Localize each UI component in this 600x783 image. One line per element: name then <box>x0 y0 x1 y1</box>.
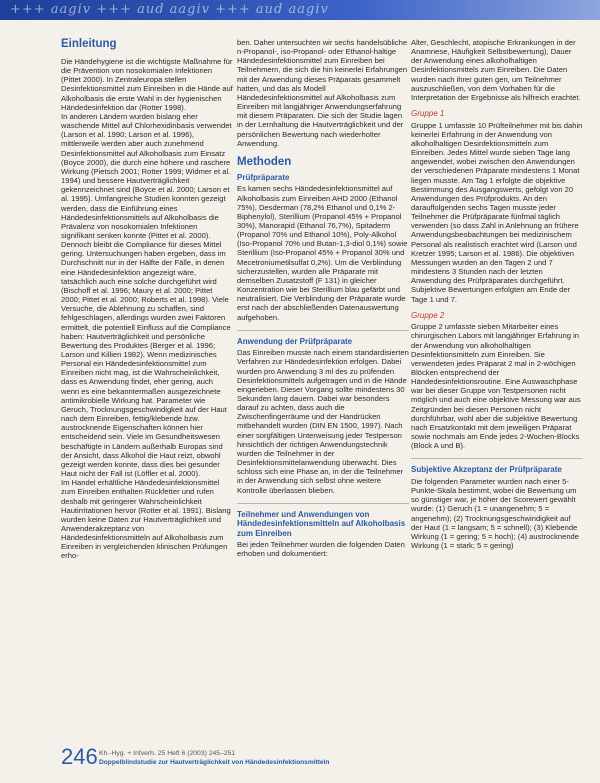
paragraph: Bei jeden Teilnehmer wurden die folgenden Daten erhoben und dokumentiert: <box>237 540 405 559</box>
subheading-gruppe-2: Gruppe 2 <box>411 310 445 320</box>
column-1 <box>61 38 233 561</box>
article-title: Doppelblindstudie zur Hautverträglichkeit von Händedesinfektionsmitteln <box>99 759 330 766</box>
subheading-subjektive-akzeptanz: Subjektive Akzeptanz der Prüfpräparate <box>411 465 562 475</box>
paragraph: Das Einreiben musste nach einem standardisierten Verfahren zur Händedesinfektion erfolgen. Dabei wurden pro Anwendung 3 ml des zu prüfenden Desinfektionsmittels aufgetragen und in die Hände eingerieben. Dieser Vorgang sollte mindestens 30 Sekunden lang dauern. Dabei war besonders darauf zu achten, dass auch die Zwischenfingerräume und der Handrücken mitbehandelt wurden (DIN EN 1500, 1997). Nach einer sorgfältigen Unterweisung jeder Testperson hinsichtlich der richtigen Anwendungstechnik wurden die Teilnehmer in der Desinfektionsmittelanwendung überwacht. Dies schloss sich eine Phase an, in der die Teilnehmer in der Anwendung sich selbst ohne weitere Kontrolle überlassen blieben. <box>237 348 409 495</box>
header-band <box>0 0 600 20</box>
paragraph: Gruppe 1 umfasste 10 Prüfteilnehmer mit bis dahin keinerlei Erfahrung in der Anwendung von alkoholhaltigen Desinfektionsmitteln zum Einreiben. Jedes Mittel wurde sieben Tage lang angewendet, wobei zwischen den Anwendungen der verschiedenen Präparate mindestens 1 Monat liegen musste. Am Tag 1 erfolgte die objektive Bestimmung des Ausgangswerts, gefolgt von 20 Anwendungen des Prüfprodukts. An den darauffolgenden sechs Tagen musste jeder Teilnehmer die Prüfpräparate fünfmal täglich verwenden (so dass Zahl in Anlehnung an frühere Anwendungsbeobachtungen bei medizinischem Personal als realistisch erachtet wird (Larson und Kretzer 1995; Larson et al. 1986). Die objektiven Messungen wurden an den Tagen 2 und 7 mindestens 3 Stunden nach der letzten Anwendung des Prüfpräparates durchgeführt. Subjektive Bewertungen erfolgten am Ende der Tage 1 und 7. <box>411 120 583 304</box>
journal-citation: Kh.-Hyg. + Infverh. 25 Heft 6 (2003) 245–251 <box>99 750 236 757</box>
paragraph: Die Händehygiene ist die wichtigste Maßnahme für die Prävention von nosokomialen Infektionen (Pittet 2000). In Zentraleuropa stellen Desinfektionsmittel zum Einreiben in die Hände auf Alkoholbasis die erste Wahl in der hygienischen Händedesinfektion dar (Rotter 1998). <box>61 57 233 112</box>
divider <box>411 458 583 459</box>
paragraph: Im Handel erhältliche Händedesinfektionsmittel zum Einreiben enthalten Rückfetter und rufen deshalb mit geringerer Wahrscheinlichkeit Hautirritationen hervor (Rotter et al. 1991). Bislang wurden keine Daten zur Hautverträglichkeit und Anwenderakzeptanz von Händedesinfektionsmitteln auf Alkoholbasis zum Einreiben in vergleichenden klinischen Prüfungen erho- <box>61 478 231 561</box>
column-3 <box>411 38 583 550</box>
paragraph: Alter, Geschlecht, atopische Erkrankungen in der Anamnese, Häufigkeit Selbstbewertung), Dauer der Anwendung eines alkoholhaltigen Desinfektionsmittels zum Einreiben. Die Daten wurden nach ihrer guten gen, um Teilnehmer auszuschließen, von dem Vorhaben für die Interpretation der Ergebnisse als hilfreich erachtet. <box>411 38 581 102</box>
header-band-text: +++ aagiv +++ aud aagiv +++ aud aagiv <box>10 2 329 17</box>
subheading-anwendung: Anwendung der Prüfpräparate <box>237 336 353 346</box>
subheading-pruefpraeparate: Prüfpräparate <box>237 172 290 182</box>
page-footer <box>61 744 581 778</box>
subheading-gruppe-1: Gruppe 1 <box>411 109 445 119</box>
paragraph: In anderen Ländern wurden bislang eher waschende Mittel auf Chlorhexidinbasis verwendet (Larson et al. 1990; Larson et al. 1996), mittlerweile werden aber auch zunehmend Desinfektionsmittel auf Alkoholbasis zum Einsatz (Boyce 2000), die durch eine höhere und raschere Wirkung (Pietsch 2001; Rotter 1999; Widmer et al. 1994) und bessere Hautverträglichkeit gekennzeichnet sind (Boyce et al. 2000; Larson et al. 1995). Umfangreiche Studien konnten gezeigt werden, dass die Einführung eines Händedesinfektionsmittels auf Alkoholbasis die Prävalenz von nosokomialen Infektionen signifikant senken konnte (Pittet et al. 2000). Dennoch bleibt die Compliance für dieses Mittel gering. Untersuchungen haben ergeben, dass im Durchschnitt nur in der Hälfte der Fälle, in denen eine Händedesinfektion angezeigt wäre, tatsächlich auch eine solche durchgeführt wird (Bischoff et al. 1996; Maury et al. 2000; Pittet 2000; Pittet et al. 2000; Roberts et al. 1998). Viele Versuche, die Ablehnung zu schaffen, sind fehlgeschlagen, allerdings wurden zwei Faktoren ermittelt, die potentiell Einfluss auf die Compliance haben: Hautverträglichkeit und persönliche Bewertung des Produktes (Berger et al. 1996; Larson und Killien 1982). Wenn medizinisches Personal ein Händedesinfektionsmittel zum Einreiben nicht mag, ist die Wahrscheinlichkeit, dass es Anwendung findet, eher gering, auch wenn es eine bekanntermaßen ausgezeichnete antimikrobielle Wirkung hat. Parameter wie Geruch, Trocknungsgeschwindigkeit auf der Haut nach dem Einreiben, fettig/klebende bzw. austrocknende Eigenschaften können hier entscheidend sein. Viele im Gesundheitswesen beschäftigte in Ländern außerhalb Europas sind der Ansicht, dass Alkohol die Haut reizt, obwohl gezeigt werden konnte, dass dies bei gesunder Haut nicht der Fall ist (Löffler et al. 2000). <box>61 111 232 479</box>
paragraph: Die folgenden Parameter wurden nach einer 5-Punkte-Skala bestimmt, wobei die Bewertung um so günstiger war, je höher der Scorewert gewählt wurde: (1) Geruch (1 = unangenehm; 5 = angenehm); (2) Trocknungsgeschwindigkeit auf der Haut (1 = langsam; 5 = schnell); (3) Klebende Wirkung (1 = gering; 5 = hoch); (4) austrocknende Wirkung (1 = stark; 5 = gering) <box>411 476 579 550</box>
paragraph: ben. Daher untersuchten wir sechs handelsübliche n-Propanol-, iso-Propanol- oder Ethanol-haltige Händedesinfektionsmittel zum Einreiben bei Teilnehmern, die sich die hin keinerlei Erfahrungen mit der Anwendung dieses Präparats gesammelt hatten, und das als Modell Händedesinfektionsmittel auf Alkoholbasis zum Einreiben mit langjähriger Anwendungserfahrung mit diesem Präparaten. Die sich der Studie lagen in der Lernhaltung die Hautverträglichkeit und der persönlichen Bewertung nach wiederholter Anwendung. <box>237 38 408 148</box>
column-2 <box>237 38 409 559</box>
section-heading-methoden: Methoden <box>237 155 292 168</box>
section-heading-einleitung: Einleitung <box>61 38 117 50</box>
page-number: 246 <box>61 744 98 769</box>
paragraph: Es kamen sechs Händedesinfektionsmittel auf Alkoholbasis zum Einreiben AHD 2000 (Ethanol 75%), Desderman (78,2% Ethanol und 0,1% 2-Biphenylol), Sterillium (Propanol 45% + Propanol 30%), Manorapid (Ethanol 76,7%), Spitaderm (Propanol 70% und Ethanol 10%), Poly-Alkohol (Iso-Propanol 70% und Butan-1,3-diol 0,1%) sowie Sterillium (Iso-Propanol 45% + Propanol 30% und Mecetroniumetilsulfat 0,2%). Um die Verblindung sicherzustellen, wurden alle Präparate mit demselben Zusatzstoff (F 131) in gleicher Konzentration wie bei Sterillium blau gefärbt und neutralisiert. Die Verblindung der Präparate wurde erst nach der abschließenden Datenauswertung aufgehoben. <box>237 184 408 322</box>
divider <box>237 330 409 331</box>
paragraph: Gruppe 2 umfasste sieben Mitarbeiter eines chirurgischen Labors mit langjähriger Erfahrung in der Anwendung von alkoholhaltigen Desinfektionsmitteln zum Einreiben. Sie verwendeten jedes Präparat 2 mal in 2-wöchigen Blöcken entsprechend der Händedesinfektionsroutine. Eine Auswaschphase war bei dieser Gruppe von Testpersonen nicht möglich und auch eine objektive Messung war aus Zeitgründen bei diesen Personen nicht durchführbar, wohl aber die subjektive Bewertung nach Ersatzkontakt mit dem jeweiligen Präparat sowie nochmals am Ende jedes 2-Wochen-Blocks (Block A und B). <box>411 322 581 451</box>
subheading-teilnehmer: Teilnehmer und Anwendungen von Händedesinfektionsmitteln auf Alkoholbasis zum Einreiben <box>237 509 406 538</box>
divider <box>237 503 409 504</box>
